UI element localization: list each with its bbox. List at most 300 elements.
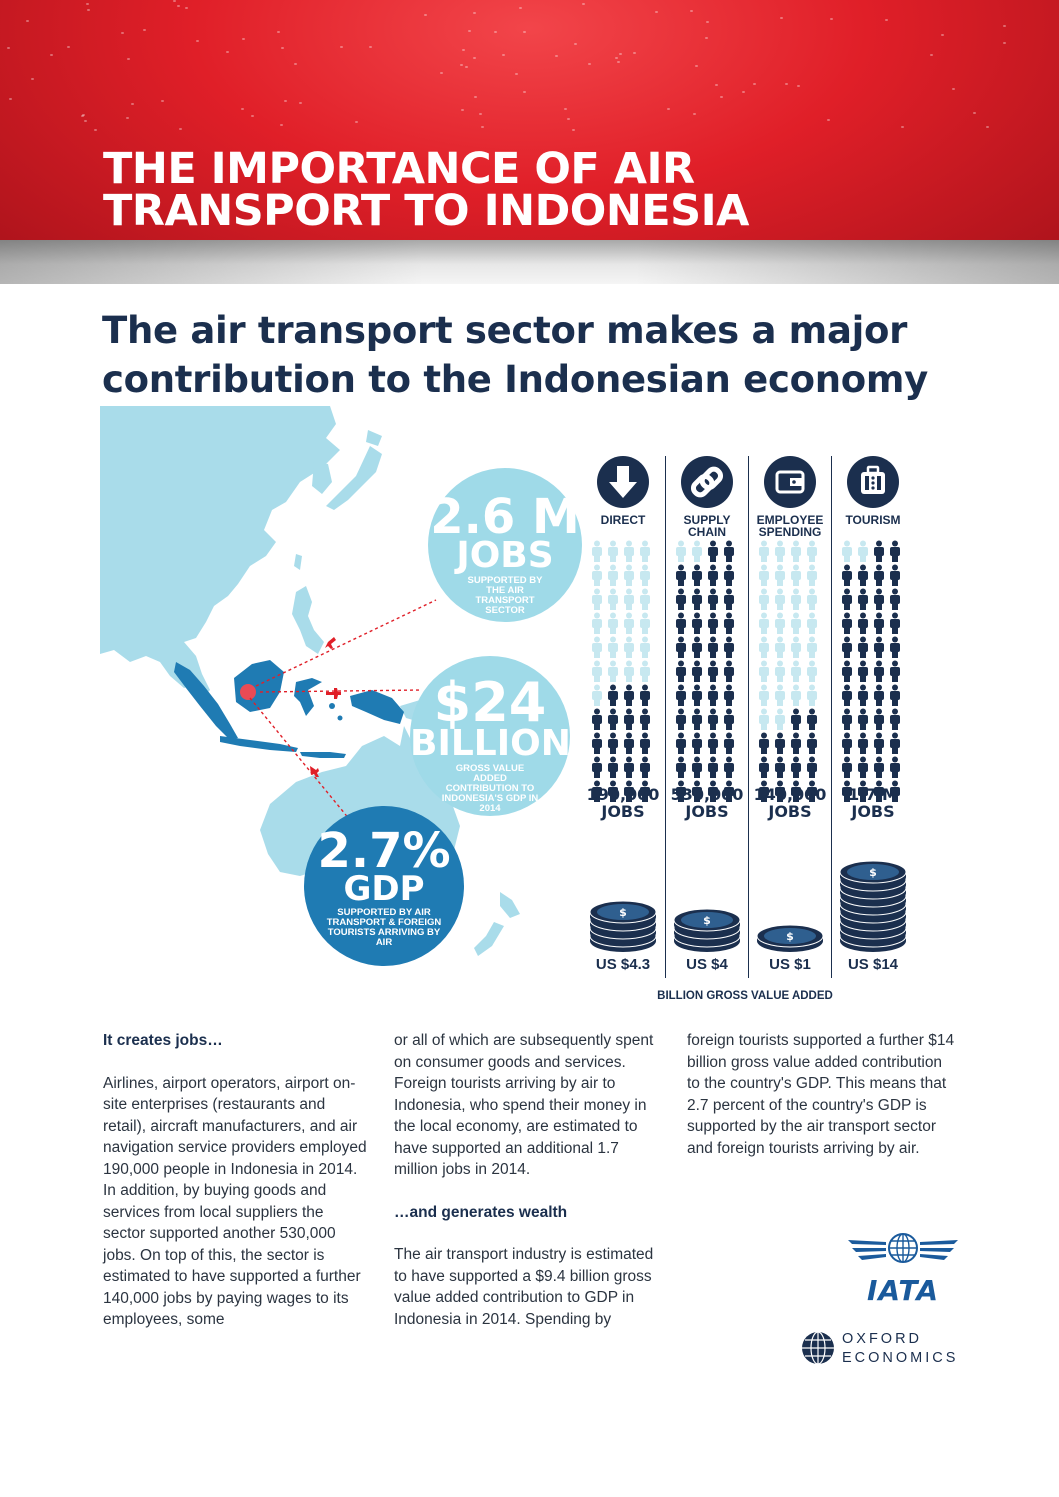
- plane-icon: [325, 637, 336, 649]
- person-icon-filled: [791, 733, 801, 755]
- gva-value-label: US $4.3: [595, 956, 651, 973]
- person-icon-empty: [791, 613, 801, 635]
- suitcase-icon: [847, 456, 899, 508]
- person-icon-filled: [676, 589, 686, 611]
- flight-path-gva: [260, 690, 422, 692]
- gva-value-label: US $14: [847, 956, 899, 973]
- person-icon-filled: [724, 541, 734, 563]
- person-icon-filled: [692, 565, 702, 587]
- person-icon-filled: [608, 709, 618, 731]
- page-subtitle: [102, 306, 1002, 404]
- banner-speck: [693, 113, 696, 115]
- chain-link-icon: [681, 456, 733, 508]
- column-supply-chain: [667, 456, 747, 821]
- person-icon-filled: [858, 733, 868, 755]
- person-icon-filled: [724, 589, 734, 611]
- coin-stack: [667, 850, 747, 954]
- map-sulawesi: [294, 678, 322, 716]
- subtitle-line1: The air transport sector makes a major: [102, 309, 908, 352]
- person-icon-empty: [807, 541, 817, 563]
- jobs-bubble-caption: SUPPORTED BY THE AIR TRANSPORT SECTOR: [467, 575, 543, 616]
- person-icon-empty: [775, 685, 785, 707]
- person-icon-filled: [624, 733, 634, 755]
- column-direct: [583, 456, 663, 821]
- column-label: SUPPLY CHAIN: [683, 513, 731, 539]
- person-icon-filled: [890, 637, 900, 659]
- person-icon-empty: [759, 565, 769, 587]
- banner-speck: [502, 54, 505, 56]
- people-grid: [667, 540, 747, 804]
- banner-speck: [355, 121, 358, 123]
- column-employee-spending: [750, 456, 830, 821]
- person-icon-filled: [676, 733, 686, 755]
- banner-speck: [440, 72, 443, 74]
- banner-speck: [930, 54, 933, 56]
- jobs-label: [827, 786, 919, 820]
- section-heading: It creates jobs…: [103, 1032, 223, 1049]
- map-java: [220, 736, 298, 752]
- person-icon-filled: [890, 541, 900, 563]
- banner-speck: [615, 57, 618, 59]
- banner-speck: [86, 3, 89, 5]
- banner-speck: [185, 7, 188, 9]
- person-icon-filled: [640, 733, 650, 755]
- banner-speck: [294, 63, 297, 65]
- banner-speck: [465, 66, 468, 68]
- jobs-value: 530,000: [670, 785, 744, 804]
- svg-text:$: $: [869, 866, 877, 879]
- banner-vignette: [0, 240, 1059, 284]
- person-icon-filled: [724, 637, 734, 659]
- person-icon-filled: [608, 733, 618, 755]
- person-icon-filled: [708, 565, 718, 587]
- person-icon-filled: [692, 685, 702, 707]
- banner-speck: [131, 103, 134, 105]
- people-grid: [833, 540, 913, 804]
- coin-icon: [840, 861, 906, 888]
- person-icon-empty: [624, 661, 634, 683]
- banner-speck: [720, 96, 723, 98]
- gdp-bubble: [304, 806, 464, 966]
- banner-speck: [161, 100, 164, 102]
- banner-speck: [50, 54, 53, 56]
- person-icon-filled: [874, 589, 884, 611]
- people-pictogram: [833, 540, 913, 809]
- oxford-economics-logo: [842, 1330, 958, 1368]
- person-icon-filled: [791, 757, 801, 779]
- person-icon-filled: [874, 757, 884, 779]
- map-hokkaido: [366, 430, 382, 446]
- person-icon-empty: [807, 613, 817, 635]
- subtitle-line2: contribution to the Indonesian economy: [102, 358, 928, 401]
- jobs-bubble-value: 2.6 M: [430, 489, 580, 545]
- hero-banner: [0, 0, 1059, 284]
- person-icon-filled: [858, 589, 868, 611]
- person-icon-filled: [807, 757, 817, 779]
- body-paragraph: Airlines, airport operators, airport on-site enterprises (restaurants and retail), aircraft manufacturers, and air navigation service providers employed 190,000 people in Indonesia in 2014. In addition, by buying goods and services from local suppliers the sector supported another 530,000 jobs. On top of this, the sector is estimated to have supported a further 140,000 jobs by paying wages to its employees, some: [103, 1074, 367, 1328]
- person-icon-empty: [759, 613, 769, 635]
- person-icon-empty: [759, 589, 769, 611]
- person-icon-empty: [608, 613, 618, 635]
- people-pictogram: [750, 540, 830, 809]
- banner-speck: [479, 113, 482, 115]
- person-icon-filled: [890, 733, 900, 755]
- person-icon-filled: [842, 589, 852, 611]
- banner-speck: [523, 91, 526, 93]
- oxford-logo-line2: ECONOMICS: [842, 1350, 959, 1366]
- jobs-value: 190,000: [586, 785, 660, 804]
- person-icon-filled: [759, 757, 769, 779]
- banner-speck: [473, 57, 476, 59]
- person-icon-empty: [676, 541, 686, 563]
- svg-text:$: $: [703, 914, 711, 927]
- person-icon-filled: [842, 709, 852, 731]
- oxford-globe-icon: [800, 1330, 836, 1366]
- person-icon-empty: [624, 589, 634, 611]
- person-icon-empty: [592, 541, 602, 563]
- map-philippines: [292, 586, 324, 654]
- jobs-label: [661, 786, 753, 820]
- banner-speck: [468, 30, 471, 32]
- person-icon-empty: [592, 661, 602, 683]
- banner-speck: [251, 115, 254, 117]
- gva-bubble-caption: GROSS VALUE ADDED CONTRIBUTION TO INDONESIA'S GDP IN 2014: [441, 763, 539, 814]
- person-icon-filled: [858, 613, 868, 635]
- person-icon-filled: [624, 709, 634, 731]
- person-icon-filled: [692, 757, 702, 779]
- person-icon-filled: [692, 709, 702, 731]
- map-taiwan: [294, 554, 302, 570]
- jobs-word: JOBS: [768, 802, 812, 821]
- person-icon-filled: [890, 709, 900, 731]
- person-icon-filled: [708, 589, 718, 611]
- banner-speck: [617, 61, 620, 63]
- person-icon-empty: [692, 541, 702, 563]
- person-icon-empty: [640, 661, 650, 683]
- person-icon-empty: [640, 637, 650, 659]
- person-icon-filled: [842, 685, 852, 707]
- banner-speck: [473, 12, 476, 14]
- person-icon-empty: [842, 541, 852, 563]
- person-icon-empty: [759, 709, 769, 731]
- person-icon-empty: [775, 709, 785, 731]
- person-icon-filled: [874, 733, 884, 755]
- banner-speck: [7, 47, 10, 49]
- coin-stack: [833, 850, 913, 954]
- person-icon-filled: [708, 733, 718, 755]
- person-icon-filled: [842, 733, 852, 755]
- map-new-zealand-north: [500, 892, 520, 918]
- banner-speck: [567, 118, 570, 120]
- banner-speck: [986, 126, 989, 128]
- person-icon-empty: [807, 637, 817, 659]
- banner-speck: [973, 112, 976, 114]
- person-icon-filled: [676, 661, 686, 683]
- person-icon-filled: [842, 661, 852, 683]
- map-nusa-tenggara: [300, 752, 346, 758]
- banner-speck: [126, 117, 129, 119]
- banner-speck: [31, 78, 34, 80]
- person-icon-filled: [874, 637, 884, 659]
- person-icon-empty: [775, 661, 785, 683]
- banner-speck: [715, 84, 718, 86]
- banner-speck: [424, 14, 427, 16]
- person-icon-filled: [842, 637, 852, 659]
- banner-speck: [127, 58, 130, 60]
- person-icon-empty: [759, 637, 769, 659]
- wallet-icon: [764, 456, 816, 508]
- page-title-line1: THE IMPORTANCE OF AIR: [103, 144, 695, 194]
- banner-speck: [67, 46, 70, 48]
- coin-icon: [757, 925, 823, 952]
- person-icon-filled: [676, 613, 686, 635]
- banner-speck: [952, 88, 955, 90]
- person-icon-filled: [724, 613, 734, 635]
- person-icon-filled: [858, 685, 868, 707]
- map-papua: [350, 690, 404, 724]
- banner-speck: [574, 43, 577, 45]
- map-borneo: [234, 660, 284, 712]
- person-icon-filled: [724, 565, 734, 587]
- person-icon-filled: [890, 685, 900, 707]
- person-icon-empty: [775, 589, 785, 611]
- person-icon-empty: [791, 589, 801, 611]
- person-icon-filled: [708, 637, 718, 659]
- person-icon-filled: [708, 709, 718, 731]
- person-icon-filled: [708, 685, 718, 707]
- person-icon-filled: [807, 709, 817, 731]
- banner-speck: [281, 47, 284, 49]
- person-icon-filled: [676, 637, 686, 659]
- person-icon-filled: [874, 613, 884, 635]
- banner-speck: [901, 126, 904, 128]
- plane-icon: [326, 688, 341, 699]
- gva-bubble: [410, 656, 570, 816]
- person-icon-filled: [708, 613, 718, 635]
- person-icon-filled: [692, 637, 702, 659]
- column-tourism: [833, 456, 913, 821]
- banner-speck: [474, 96, 477, 98]
- banner-speck: [564, 108, 567, 110]
- banner-speck: [690, 10, 693, 12]
- person-icon-filled: [692, 589, 702, 611]
- body-paragraph: or all of which are subsequently spent on consumer goods and services. Foreign tourists arriving by air to Indonesia, who spend their money in the local economy, are estimated to have supported an additional 1.7 million jobs in 2014.: [394, 1032, 654, 1178]
- banner-speck: [87, 9, 90, 11]
- person-icon-empty: [807, 685, 817, 707]
- person-icon-filled: [858, 637, 868, 659]
- person-icon-filled: [676, 565, 686, 587]
- banner-speck: [830, 18, 833, 20]
- person-icon-empty: [807, 661, 817, 683]
- gdp-bubble-caption: SUPPORTED BY AIR TRANSPORT & FOREIGN TOURISTS ARRIVING BY AIR: [326, 907, 442, 948]
- person-icon-empty: [775, 637, 785, 659]
- person-icon-filled: [624, 757, 634, 779]
- person-icon-filled: [724, 733, 734, 755]
- banner-speck: [619, 53, 622, 55]
- person-icon-filled: [708, 661, 718, 683]
- banner-speck: [588, 63, 591, 65]
- map-mainland-asia: [100, 406, 340, 688]
- person-icon-filled: [724, 685, 734, 707]
- person-icon-filled: [640, 709, 650, 731]
- banner-speck: [572, 129, 575, 131]
- oxford-logo-line1: OXFORD: [842, 1331, 923, 1347]
- person-icon-filled: [842, 613, 852, 635]
- banner-speck: [369, 46, 372, 48]
- banner-speck: [26, 20, 29, 22]
- body-column-3: [687, 1030, 955, 1159]
- banner-speck: [885, 19, 888, 21]
- person-icon-filled: [640, 757, 650, 779]
- person-icon-filled: [676, 757, 686, 779]
- jobs-bubble: [428, 468, 582, 622]
- banner-speck: [284, 100, 287, 102]
- banner-speck: [785, 83, 788, 85]
- person-icon-filled: [775, 733, 785, 755]
- person-icon-empty: [640, 589, 650, 611]
- person-icon-filled: [724, 757, 734, 779]
- person-icon-filled: [890, 589, 900, 611]
- banner-speck: [280, 124, 283, 126]
- map-new-zealand-south: [474, 922, 504, 956]
- gva-bubble-value: $24: [433, 671, 547, 734]
- person-icon-filled: [858, 757, 868, 779]
- person-icon-filled: [692, 733, 702, 755]
- banner-speck: [277, 31, 280, 33]
- people-grid: [750, 540, 830, 804]
- banner-speck: [667, 108, 670, 110]
- person-icon-filled: [858, 661, 868, 683]
- map-korea: [312, 462, 332, 494]
- person-icon-empty: [791, 637, 801, 659]
- map-marker-dot: [240, 684, 256, 700]
- jobs-label: [744, 786, 836, 820]
- person-icon-filled: [624, 685, 634, 707]
- person-icon-filled: [890, 565, 900, 587]
- person-icon-empty: [592, 685, 602, 707]
- gva-value-label: US $1: [769, 956, 811, 973]
- people-pictogram: [667, 540, 747, 809]
- gva-bubble-unit: BILLION: [410, 723, 571, 764]
- jobs-word: JOBS: [851, 802, 895, 821]
- person-icon-empty: [592, 637, 602, 659]
- banner-speck: [523, 31, 526, 33]
- banner-speck: [461, 109, 464, 111]
- banner-speck: [81, 115, 84, 117]
- jobs-word: JOBS: [685, 802, 729, 821]
- person-icon-filled: [890, 757, 900, 779]
- banner-speck: [706, 21, 709, 23]
- section-heading: …and generates wealth: [394, 1203, 568, 1221]
- column-divider: [665, 456, 666, 978]
- body-column-1: [103, 1030, 368, 1331]
- person-icon-filled: [759, 733, 769, 755]
- arrow-down-icon: [597, 456, 649, 508]
- banner-speck: [655, 11, 658, 13]
- banner-speck: [462, 49, 465, 51]
- person-icon-filled: [791, 709, 801, 731]
- iata-logo-wordmark: IATA: [866, 1274, 939, 1307]
- person-icon-empty: [791, 565, 801, 587]
- person-icon-empty: [592, 589, 602, 611]
- banner-speck: [494, 31, 497, 33]
- person-icon-empty: [759, 541, 769, 563]
- person-icon-empty: [608, 589, 618, 611]
- person-icon-filled: [890, 613, 900, 635]
- person-icon-empty: [624, 637, 634, 659]
- person-icon-empty: [624, 613, 634, 635]
- banner-speck: [742, 91, 745, 93]
- banner-speck: [797, 85, 800, 87]
- banner-speck: [519, 7, 522, 9]
- gva-value-label: US $4: [686, 956, 728, 973]
- person-icon-empty: [640, 541, 650, 563]
- gdp-bubble-value: 2.7%: [317, 823, 451, 879]
- banner-speck: [196, 40, 199, 42]
- svg-text:$: $: [786, 930, 794, 943]
- person-icon-filled: [807, 733, 817, 755]
- person-icon-filled: [874, 541, 884, 563]
- person-icon-filled: [592, 709, 602, 731]
- person-icon-filled: [708, 541, 718, 563]
- people-pictogram: [583, 540, 663, 809]
- gdp-bubble-unit: GDP: [343, 869, 425, 909]
- coin-stack: [750, 850, 830, 954]
- banner-speck: [780, 17, 783, 19]
- map-sumatra: [174, 662, 238, 740]
- banner-speck: [753, 83, 756, 85]
- banner-speck: [179, 128, 182, 130]
- person-icon-empty: [791, 661, 801, 683]
- person-icon-filled: [874, 565, 884, 587]
- person-icon-empty: [640, 613, 650, 635]
- person-icon-filled: [890, 661, 900, 683]
- svg-text:$: $: [619, 906, 627, 919]
- person-icon-filled: [692, 613, 702, 635]
- people-grid: [583, 540, 663, 804]
- person-icon-empty: [592, 565, 602, 587]
- column-divider: [748, 456, 749, 978]
- person-icon-empty: [608, 541, 618, 563]
- person-icon-filled: [842, 757, 852, 779]
- column-label: EMPLOYEE SPENDING: [756, 513, 824, 539]
- banner-speck: [460, 64, 463, 66]
- person-icon-empty: [791, 685, 801, 707]
- person-icon-filled: [592, 733, 602, 755]
- person-icon-empty: [807, 589, 817, 611]
- column-divider: [831, 456, 832, 978]
- person-icon-filled: [874, 709, 884, 731]
- person-icon-empty: [608, 661, 618, 683]
- person-icon-filled: [842, 565, 852, 587]
- person-icon-empty: [624, 541, 634, 563]
- banner-speck: [340, 46, 343, 48]
- body-column-2: [394, 1030, 666, 1330]
- person-icon-empty: [592, 613, 602, 635]
- banner-speck: [143, 29, 146, 31]
- banner-speck: [1003, 25, 1006, 27]
- banner-speck: [173, 0, 176, 2]
- banner-speck: [633, 52, 636, 54]
- person-icon-filled: [608, 757, 618, 779]
- person-icon-filled: [592, 757, 602, 779]
- coin-stack: [583, 850, 663, 954]
- person-icon-filled: [640, 685, 650, 707]
- banner-speck: [515, 73, 518, 75]
- person-icon-empty: [858, 541, 868, 563]
- person-icon-filled: [724, 709, 734, 731]
- person-icon-filled: [708, 757, 718, 779]
